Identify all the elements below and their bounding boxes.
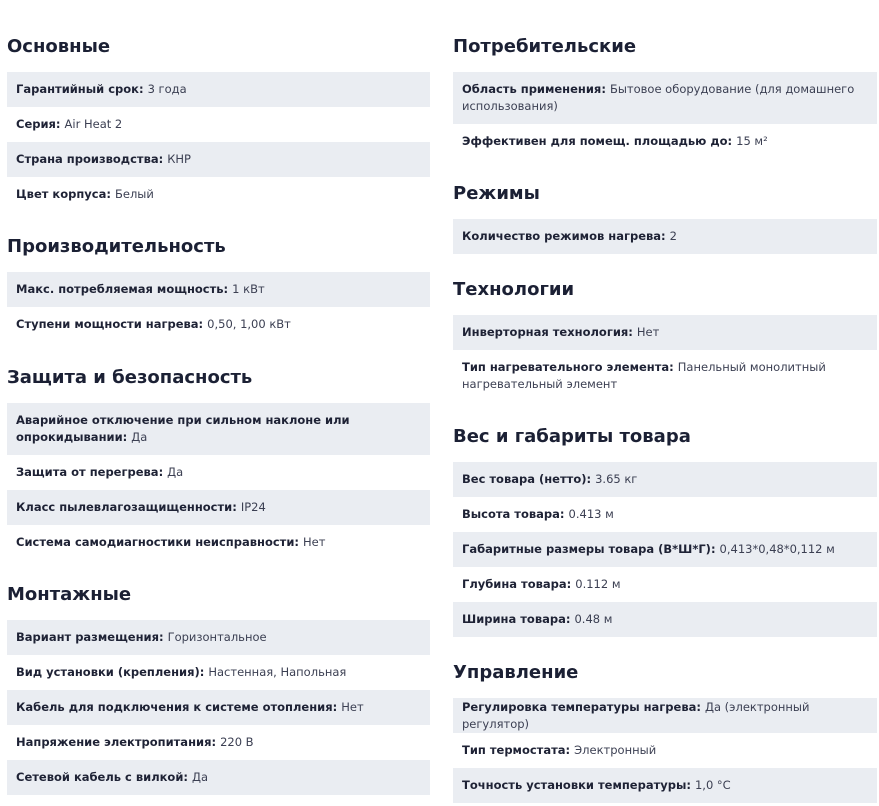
- section-title-consumer: Потребительские: [453, 36, 637, 57]
- spec-row: Ширина товара: 0.48 м: [453, 602, 877, 637]
- section-title-technologies: Технологии: [453, 279, 575, 300]
- spec-row: Система самодиагностики неисправности: Нет: [16, 535, 326, 549]
- spec-label: Гарантийный срок: [16, 82, 139, 96]
- spec-row: Макс. потребляемая мощность: 1 кВт: [7, 272, 430, 307]
- spec-row: Количество режимов нагрева: 2: [453, 219, 877, 254]
- spec-value: 0.413 м: [568, 507, 614, 521]
- spec-value: Горизонтальное: [167, 630, 267, 644]
- spec-value: Бытовое оборудование (для домашнего использования): [462, 82, 855, 113]
- spec-label: Серия: [16, 117, 56, 131]
- spec-row: Класс пылевлагозащищенности: IP24: [7, 490, 430, 525]
- spec-label: Аварийное отключение при сильном наклоне или опрокидывании: [16, 413, 350, 444]
- spec-label: Ширина товара: [462, 612, 566, 626]
- spec-value: 0.112 м: [575, 577, 621, 591]
- spec-label: Напряжение электропитания: [16, 735, 212, 749]
- spec-row: Вес товара (нетто): 3.65 кг: [453, 462, 877, 497]
- spec-row: Сетевой кабель с вилкой: Да: [7, 760, 430, 795]
- section-title-basic: Основные: [7, 36, 111, 57]
- section-title-performance: Производительность: [7, 236, 226, 257]
- spec-row: Глубина товара: 0.112 м: [462, 577, 621, 591]
- spec-label: Сетевой кабель с вилкой: [16, 770, 184, 784]
- spec-value: 3 года: [147, 82, 187, 96]
- section-title-mounting: Монтажные: [7, 584, 132, 605]
- spec-row: Точность установки температуры: 1,0 °С: [453, 768, 877, 803]
- spec-label: Высота товара: [462, 507, 560, 521]
- section-title-control: Управление: [453, 662, 579, 683]
- spec-label: Цвет корпуса: [16, 187, 107, 201]
- spec-label: Регулировка температуры нагрева: [462, 699, 697, 714]
- spec-value: 1,0 °С: [694, 778, 731, 792]
- section-title-weight-dimensions: Вес и габариты товара: [453, 426, 691, 447]
- spec-value: Панельный монолитный нагревательный элемент: [462, 360, 826, 391]
- spec-row: Серия: Air Heat 2: [16, 117, 123, 131]
- spec-label: Макс. потребляемая мощность: [16, 282, 224, 296]
- spec-label: Тип термостата: [462, 743, 566, 757]
- spec-value: Электронный: [574, 743, 657, 757]
- spec-label: Класс пылевлагозащищенности: [16, 500, 233, 514]
- spec-value: 15 м²: [736, 134, 768, 148]
- spec-row: Тип нагревательного элемента: Панельный монолитный нагревательный элемент: [462, 360, 826, 391]
- spec-label: Система самодиагностики неисправности: [16, 535, 295, 549]
- spec-row: Вариант размещения: Горизонтальное: [7, 620, 430, 655]
- spec-row: Эффективен для помещ. площадью до: 15 м²: [462, 134, 768, 148]
- spec-label: Эффективен для помещ. площадью до: [462, 134, 728, 148]
- spec-row: Габаритные размеры товара (В*Ш*Г): 0,413*0,48*0,112 м: [453, 532, 877, 567]
- spec-row: Высота товара: 0.413 м: [462, 507, 614, 521]
- spec-label: Количество режимов нагрева: [462, 229, 662, 243]
- spec-value: IP24: [240, 500, 266, 514]
- spec-value: 0.48 м: [574, 612, 613, 626]
- spec-label: Глубина товара: [462, 577, 567, 591]
- spec-value: Белый: [114, 187, 154, 201]
- spec-label: Точность установки температуры: [462, 778, 687, 792]
- spec-row: Инверторная технология: Нет: [453, 315, 877, 350]
- spec-value: Да: [192, 770, 209, 784]
- spec-row: Защита от перегрева: Да: [16, 465, 184, 479]
- spec-value: Да: [131, 430, 148, 444]
- spec-label: Ступени мощности нагрева: [16, 317, 199, 331]
- spec-value: Да (электронный регулятор): [462, 699, 810, 731]
- section-title-modes: Режимы: [453, 183, 540, 204]
- spec-row: Аварийное отключение при сильном наклоне или опрокидывании: Да: [7, 403, 430, 455]
- spec-value: Нет: [636, 325, 660, 339]
- spec-row: Ступени мощности нагрева: 0,50, 1,00 кВт: [16, 317, 291, 331]
- spec-row: Область применения: Бытовое оборудование (для домашнего использования): [453, 72, 877, 124]
- spec-row: Тип термостата: Электронный: [462, 743, 657, 757]
- spec-value: Air Heat 2: [64, 117, 123, 131]
- spec-label: Страна производства: [16, 152, 159, 166]
- spec-label: Вариант размещения: [16, 630, 159, 644]
- spec-value: 3.65 кг: [595, 472, 638, 486]
- spec-value: Да: [167, 465, 184, 479]
- spec-label: Вид установки (крепления): [16, 665, 200, 679]
- spec-value: 0,50, 1,00 кВт: [207, 317, 291, 331]
- spec-row: Страна производства: КНР: [7, 142, 430, 177]
- spec-row: Кабель для подключения к системе отопления: Нет: [7, 690, 430, 725]
- spec-row: Цвет корпуса: Белый: [16, 187, 154, 201]
- spec-row: Регулировка температуры нагрева: Да (электронный регулятор): [453, 698, 877, 733]
- spec-label: Защита от перегрева: [16, 465, 159, 479]
- spec-value: 2: [669, 229, 677, 243]
- spec-value: Нет: [303, 535, 326, 549]
- spec-label: Тип нагревательного элемента: [462, 360, 670, 374]
- spec-value: Нет: [341, 700, 364, 714]
- spec-label: Кабель для подключения к системе отопления: [16, 700, 333, 714]
- spec-row: Напряжение электропитания: 220 В: [16, 735, 254, 749]
- spec-value: 220 В: [220, 735, 254, 749]
- spec-value: Настенная, Напольная: [208, 665, 347, 679]
- spec-row: Вид установки (крепления): Настенная, Напольная: [16, 665, 347, 679]
- spec-value: 0,413*0,48*0,112 м: [719, 542, 835, 556]
- section-title-safety: Защита и безопасность: [7, 367, 253, 388]
- spec-value: 1 кВт: [232, 282, 265, 296]
- spec-row: Гарантийный срок: 3 года: [7, 72, 430, 107]
- spec-label: Область применения: [462, 82, 602, 96]
- spec-label: Вес товара (нетто): [462, 472, 587, 486]
- spec-value: КНР: [167, 152, 191, 166]
- spec-label: Инверторная технология: [462, 325, 629, 339]
- spec-label: Габаритные размеры товара (В*Ш*Г): [462, 542, 711, 556]
